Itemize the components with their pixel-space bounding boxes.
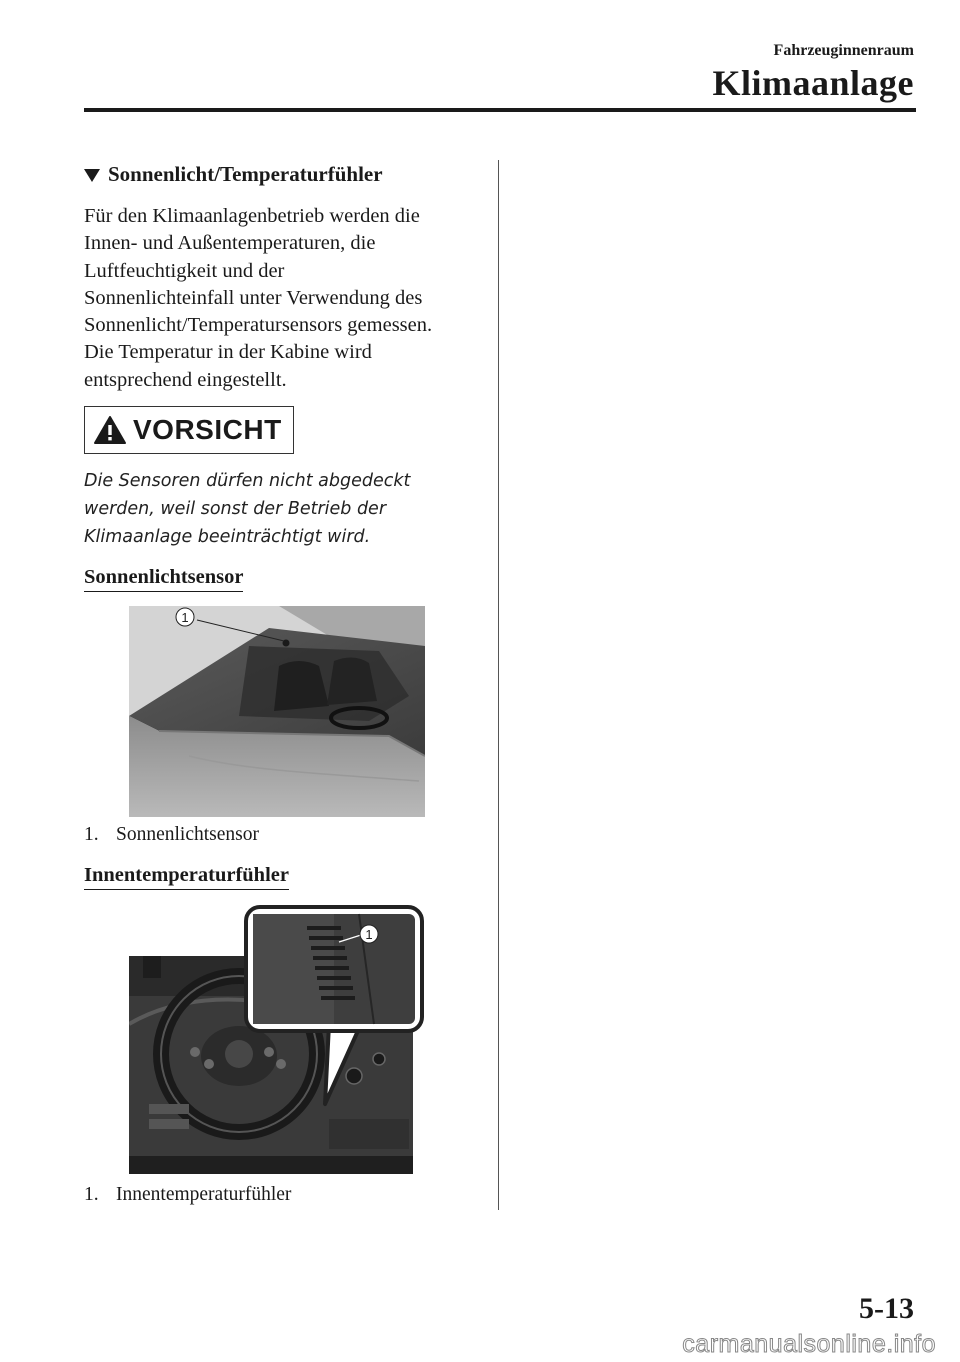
page-title: Klimaanlage (712, 63, 914, 103)
body-line: Innen- und Außentemperaturen, die (84, 232, 376, 255)
figure-caption (84, 1184, 291, 1206)
body-line: entsprechend eingestellt. (84, 368, 287, 391)
cabin-temperature-sensor-figure (129, 904, 425, 1174)
section-heading (84, 162, 383, 187)
caption-text: Innentemperaturfühler (116, 1184, 292, 1205)
body-line: Sonnenlichteinfall unter Verwendung des (84, 286, 423, 309)
triangle-down-icon (84, 169, 100, 182)
caption-number: 1. (84, 824, 99, 845)
sunlight-sensor-figure (129, 606, 425, 817)
warning-triangle-icon (93, 415, 127, 445)
caution-label-box (84, 406, 294, 454)
body-line: Für den Klimaanlagenbetrieb werden die (84, 205, 420, 227)
callout-number: 1 (365, 927, 373, 942)
caption-text: Sonnenlichtsensor (116, 824, 259, 845)
caution-line: werden, weil sonst der Betrieb der (84, 499, 387, 519)
body-line: Luftfeuchtigkeit und der (84, 259, 285, 282)
watermark: carmanualsonline.info (682, 1330, 936, 1358)
caution-text (84, 467, 484, 551)
sunlight-sensor-heading: Sonnenlichtsensor (84, 566, 243, 592)
section-body (84, 203, 484, 394)
figure-caption (84, 824, 259, 846)
column-divider (498, 160, 499, 1210)
header-section-name: Fahrzeuginnenraum (773, 42, 914, 59)
cabin-temperature-sensor-heading: Innentemperaturfühler (84, 864, 289, 890)
section-heading-text: Sonnenlicht/Temperaturfühler (108, 162, 383, 186)
header-divider (84, 108, 916, 112)
caution-line: Klimaanlage beeinträchtigt wird. (84, 527, 371, 547)
caution-label: VORSICHT (133, 414, 282, 445)
caution-line: Die Sensoren dürfen nicht abgedeckt (84, 471, 411, 491)
callout-number: 1 (181, 610, 189, 625)
caption-number: 1. (84, 1184, 99, 1205)
page-number: 5-13 (859, 1292, 914, 1325)
body-line: Sonnenlicht/Temperatursensors gemessen. (84, 314, 433, 337)
body-line: Die Temperatur in der Kabine wird (84, 341, 372, 364)
